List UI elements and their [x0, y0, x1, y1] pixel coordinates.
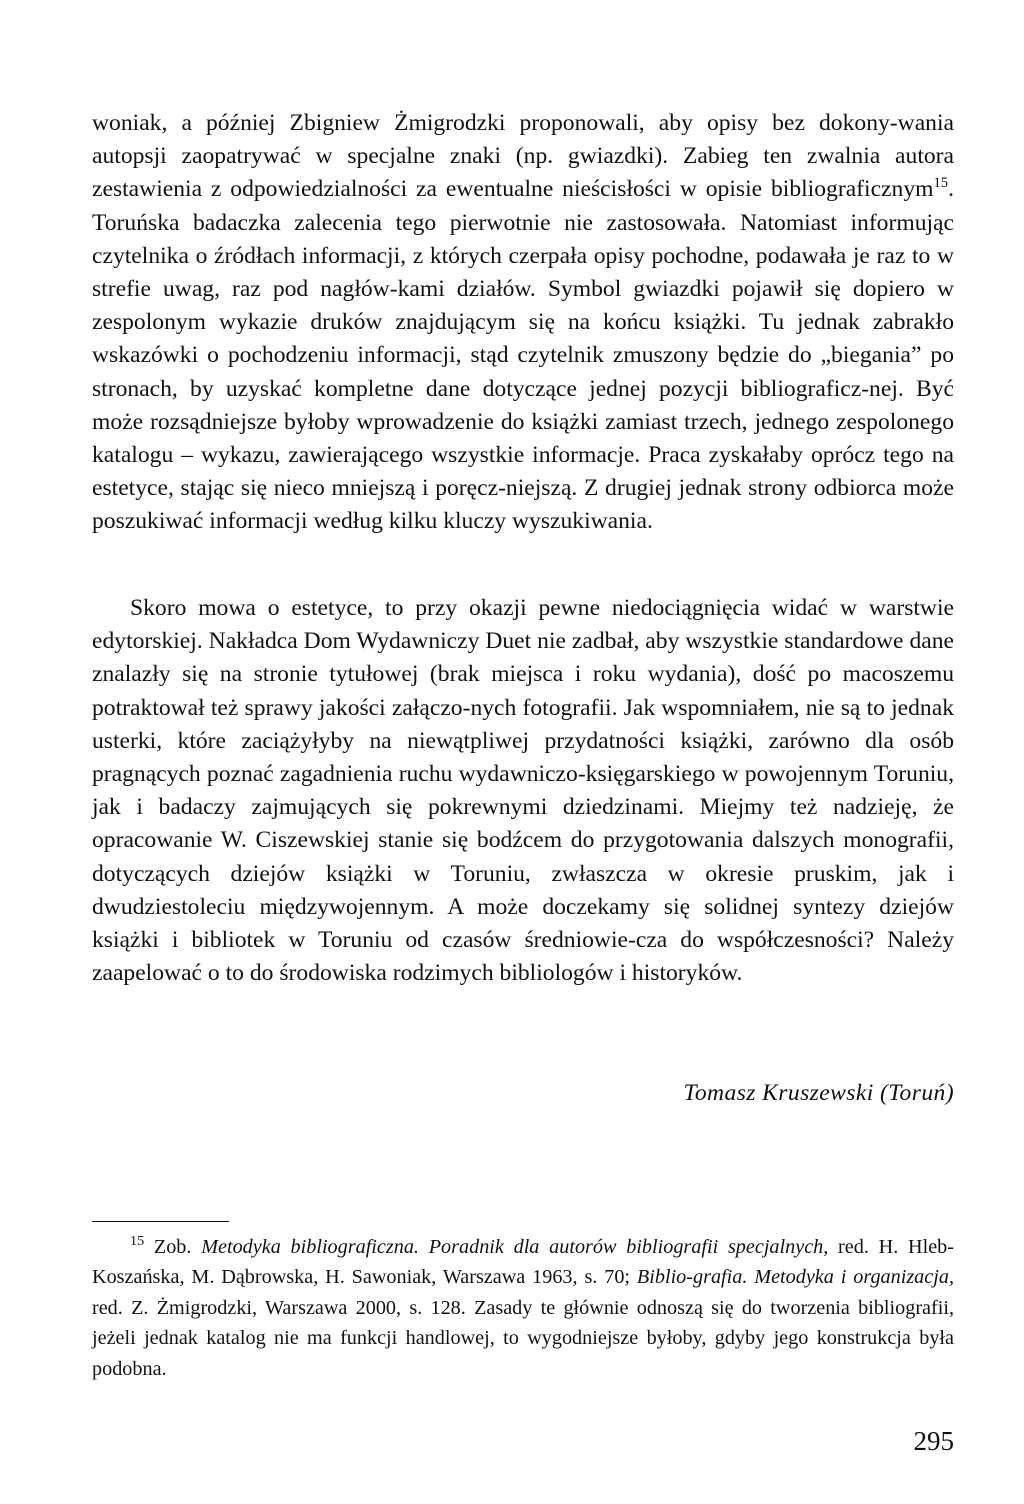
paragraph-2: [92, 592, 954, 990]
author-signature: Tomasz Kruszewski (Toruń): [683, 1080, 954, 1106]
footnote-reference[interactable]: 15: [933, 175, 949, 192]
footnote-text-3: red. Z. Żmigrodzki, Warszawa 2000, s. 128. Zasady te głównie odnoszą się do tworzenia bibliografii, jeżeli jednak katalog nie ma funkcji handlowej, to wygodniejsze byłoby, gdyby jego konstrukcja była podobna.: [92, 1296, 954, 1380]
footnote-title-1: Metodyka bibliograficzna. Poradnik dla autorów bibliografii specjalnych,: [201, 1236, 829, 1258]
footnote-separator: [92, 1221, 229, 1222]
paragraph-2-text: Skoro mowa o estetyce, to przy okazji pewne niedociągnięcia widać w warstwie edytorskiej. Nakładca Dom Wydawniczy Duet nie zadbał, aby wszystkie standardowe dane znalazły się na stronie tytułowej (brak miejsca i roku wydania), dość po macoszemu potraktował też sprawy jakości załączo-nych fotografii. Jak wspomniałem, nie są to jednak usterki, które zaciążyłyby na niewątpliwej przydatności książki, zarówno dla osób pragnących poznać zagadnienia ruchu wydawniczo-księgarskiego w powojennym Toruniu, jak i badaczy zajmujących się pokrewnymi dziedzinami. Miejmy też nadzieję, że opracowanie W. Ciszewskiej stanie się bodźcem do przygotowania dalszych monografii, dotyczących dziejów książki w Toruniu, zwłaszcza w okresie pruskim, jak i dwudziestoleciu międzywojennym. A może doczekamy się solidnej syntezy dziejów książki i bibliotek w Toruniu od czasów średniowie-cza do współczesności? Należy zaapelować o to do środowiska rodzimych bibliologów i historyków.: [92, 595, 954, 987]
footnote-15: [92, 1232, 954, 1384]
paragraph-1-part-2: . Toruńska badaczka zalecenia tego pierwotnie nie zastosowała. Natomiast informując czytelnika o źródłach informacji, z których czerpała opisy pochodne, podawała je raz to w strefie uwag, raz pod nagłów-kami działów. Symbol gwiazdki pojawił się dopiero w zespolonym wykazie druków znajdującym się na końcu książki. Tu jednak zabrakło wskazówki o pochodzeniu informacji, stąd czytelnik zmuszony będzie do „biegania” po stronach, by uzyskać kompletne dane dotyczące jednej pozycji bibliograficz-nej. Być może rozsądniejsze byłoby wprowadzenie do książki zamiast trzech, jednego zespolonego katalogu – wykazu, zawierającego wszystkie informacje. Praca zyskałaby oprócz tego na estetyce, stając się nieco mniejszą i poręcz-niejszą. Z drugiej jednak strony odbiorca może poszukiwać informacji według kilku kluczy wyszukiwania.: [92, 176, 954, 535]
footnote-text-2: red. H. Hleb-Koszańska, M. Dąbrowska, H. Sawoniak, Warszawa 1963, s. 70;: [92, 1236, 954, 1289]
footnote-body: [92, 1232, 954, 1384]
footnote-title-2: Biblio-grafia. Metodyka i organizacja,: [636, 1266, 954, 1289]
page-number: 295: [913, 1426, 954, 1456]
footnote-number: 15: [130, 1233, 145, 1250]
paragraph-1-part-1: woniak, a później Zbigniew Żmigrodzki proponowali, aby opisy bez dokony-wania autopsji zaopatrywać w specjalne znaki (np. gwiazdki). Zabieg ten zwalnia autora zestawienia z odpowiedzialności za ewentualne nieścisłości w opisie bibliograficznym: [92, 110, 954, 203]
paragraph-1: [92, 107, 954, 539]
footnote-text-1: Zob.: [144, 1236, 202, 1258]
paragraph-1-text: [92, 107, 954, 539]
